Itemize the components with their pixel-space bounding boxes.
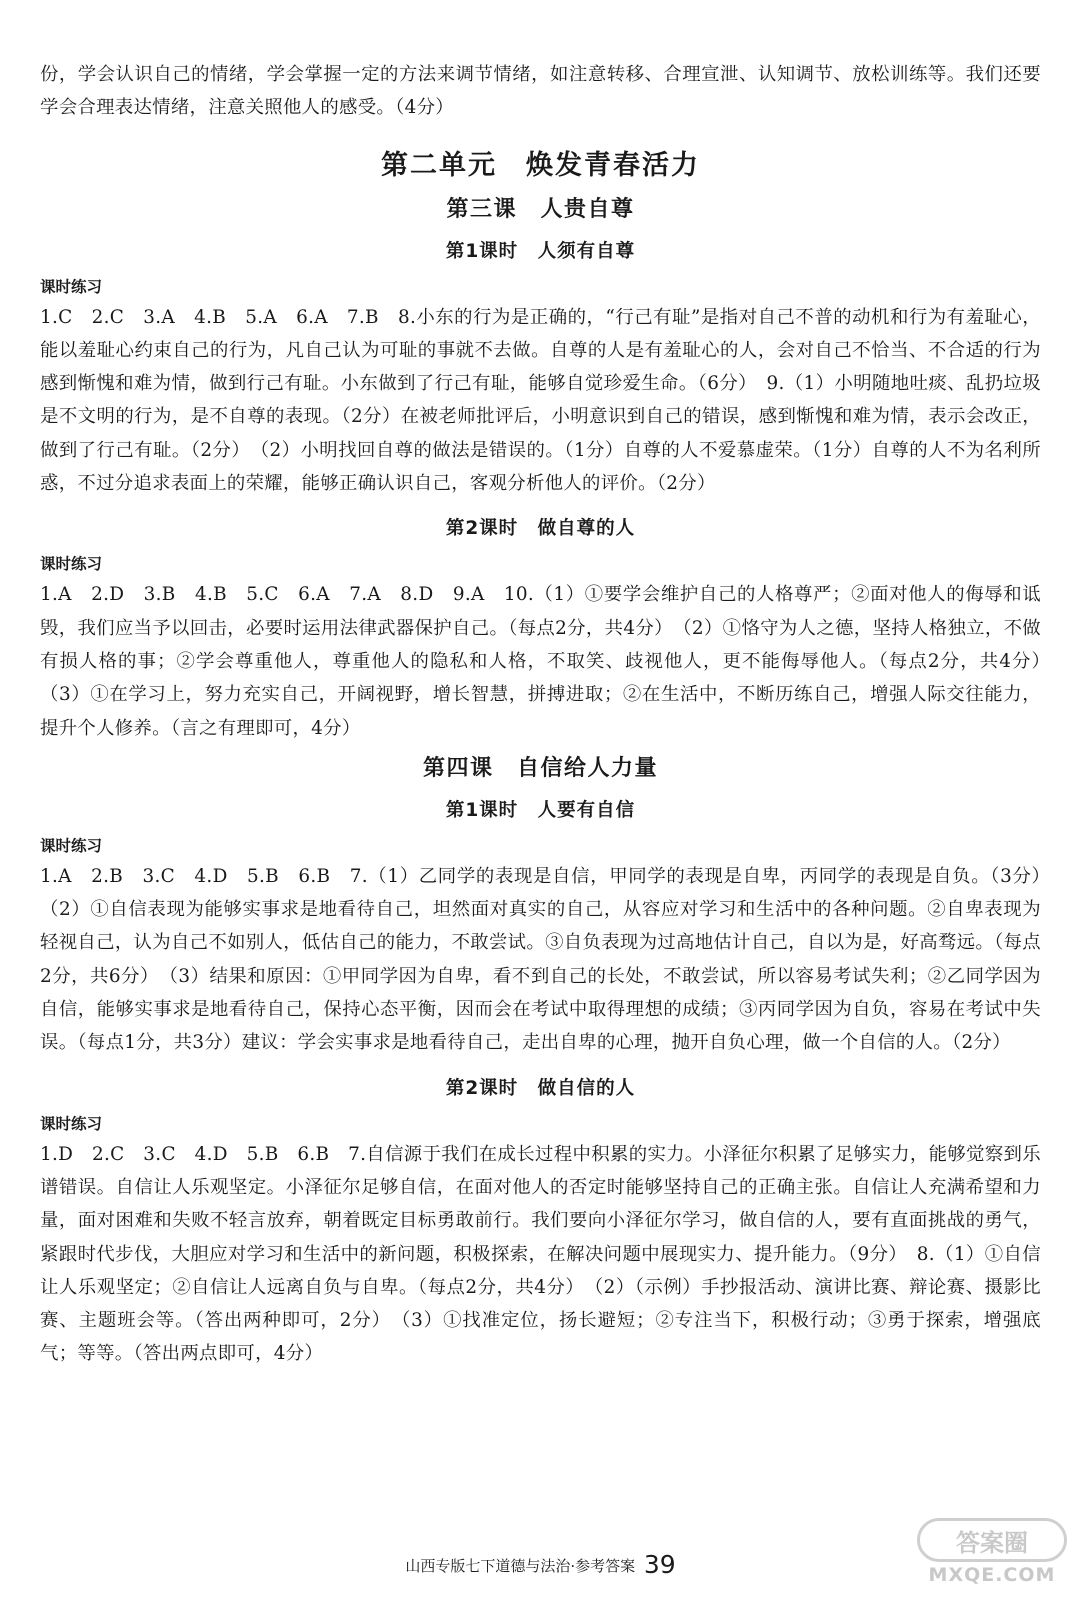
footer-text: 山西专版七下道德与法治·参考答案 (405, 1557, 636, 1575)
lesson-4-period-1-answer: 1.A 2.B 3.C 4.D 5.B 6.B 7.（1）乙同学的表现是自信，甲同学的表现是自卑，丙同学的表现是自负。（3分） （2）①自信表现为能够实事求是地看待自己，坦然面对真实的自己，从容应对学习和生活中的各种问题。②自卑表现为轻视自己，认为自己不如别人，低估自己的能力，不敢尝试。③自负表现为过高地估计自己，自以为是，好高骛远。（每点2分，共6分） （3）结果和原因：①甲同学因为自卑，看不到自己的长处，不敢尝试，所以容易考试失利；②乙同学因为自信，能够实事求是地看待自己，保持心态平衡，因而会在考试中取得理想的成绩；③丙同学因为自负，容易在考试中失误。（每点1分，共3分）建议：学会实事求是地看待自己，走出自卑的心理，抛开自负心理，做一个自信的人。（2分） (40, 865, 1060, 1054)
lesson-3-period-1-answer: 1.C 2.C 3.A 4.B 5.A 6.A 7.B 8.小东的行为是正确的，“行己有耻”是指对自己不普的动机和行为有羞耻心，能以羞耻心约束自己的行为，凡自己认为可耻的事就不去做。自尊的人是有羞耻心的人，会对自己不恰当、不合适的行为感到惭愧和难为情，做到行己有耻。小东做到了行己有耻，能够自觉珍爱生命。（6分） 9.（1）小明随地吐痰、乱扔垃圾是不文明的行为，是不自尊的表现。（2分）在被老师批评后，小明意识到自己的错误，感到惭愧和难为情，表示会改正，做到了行己有耻。（2分） （2）小明找回自尊的做法是错误的。（1分）自尊的人不爱慕虚荣。（1分）自尊的人不为名利所惑，不过分追求表面上的荣耀，能够正确认识自己，客观分析他人的评价。（2分） (40, 306, 1041, 495)
intro-paragraph: 份，学会认识自己的情绪，学会掌握一定的方法来调节情绪，如注意转移、合理宣泄、认知调节、放松训练等。我们还要学会合理表达情绪，注意关照他人的感受。（4分） (40, 64, 1041, 119)
page-number: 39 (643, 1550, 676, 1579)
lesson-4-period-2-title: 第2课时 做自信的人 (445, 1077, 636, 1099)
lesson-4-title: 第四课 自信给人力量 (422, 755, 658, 781)
lesson-3-period-1-label: 课时练习 (40, 277, 103, 296)
watermark-badge: 答案圈 (917, 1518, 1067, 1562)
watermark-logo (917, 1518, 1067, 1588)
lesson-4-period-2-label: 课时练习 (40, 1114, 103, 1133)
lesson-4-period-1-label: 课时练习 (40, 836, 103, 855)
lesson-4-period-2-answer: 1.D 2.C 3.C 4.D 5.B 6.B 7.自信源于我们在成长过程中积累的实力。小泽征尔积累了足够实力，能够觉察到乐谱错误。自信让人乐观坚定。小泽征尔足够自信，在面对他人的否定时能够坚持自己的正确主张。自信让人充满希望和力量，面对困难和失败不轻言放弃，朝着既定目标勇敢前行。我们要向小泽征尔学习，做自信的人，要有直面挑战的勇气，紧跟时代步伐，大胆应对学习和生活中的新问题，积极探索，在解决问题中展现实力、提升能力。（9分） 8.（1）①自信让人乐观坚定；②自信让人远离自负与自卑。（每点2分，共4分） （2）（示例）手抄报活动、演讲比赛、辩论赛、摄影比赛、主题班会等。（答出两种即可，2分） （3）①找准定位，扬长避短；②专注当下，积极行动；③勇于探索，增强底气；等等。（答出两点即可，4分） (40, 1143, 1041, 1365)
page-content (40, 58, 1060, 1371)
unit-title: 第二单元 焕发青春活力 (381, 149, 700, 181)
lesson-4-period-1-title: 第1课时 人要有自信 (445, 799, 636, 821)
lesson-3-period-1-title: 第1课时 人须有自尊 (445, 240, 636, 262)
lesson-3-period-2-answer: 1.A 2.D 3.B 4.B 5.C 6.A 7.A 8.D 9.A 10.（1）①要学会维护自己的人格尊严；②面对他人的侮辱和诋毁，我们应当予以回击，必要时运用法律武器保护自己。（每点2分，共4分） （2）①恪守为人之德，坚持人格独立，不做有损人格的事；②学会尊重他人，尊重他人的隐私和人格，不取笑、歧视他人，更不能侮辱他人。（每点2分，共4分） （3）①在学习上，努力充实自己，开阔视野，增长智慧，拼搏进取；②在生活中，不断历练自己，增强人际交往能力，提升个人修养。（言之有理即可，4分） (40, 584, 1060, 739)
lesson-3-title: 第三课 人贵自尊 (446, 196, 635, 222)
lesson-3-period-2-title: 第2课时 做自尊的人 (445, 518, 636, 540)
lesson-3-period-2-label: 课时练习 (40, 555, 103, 574)
watermark-url: MXQE.COM (928, 1564, 1056, 1586)
